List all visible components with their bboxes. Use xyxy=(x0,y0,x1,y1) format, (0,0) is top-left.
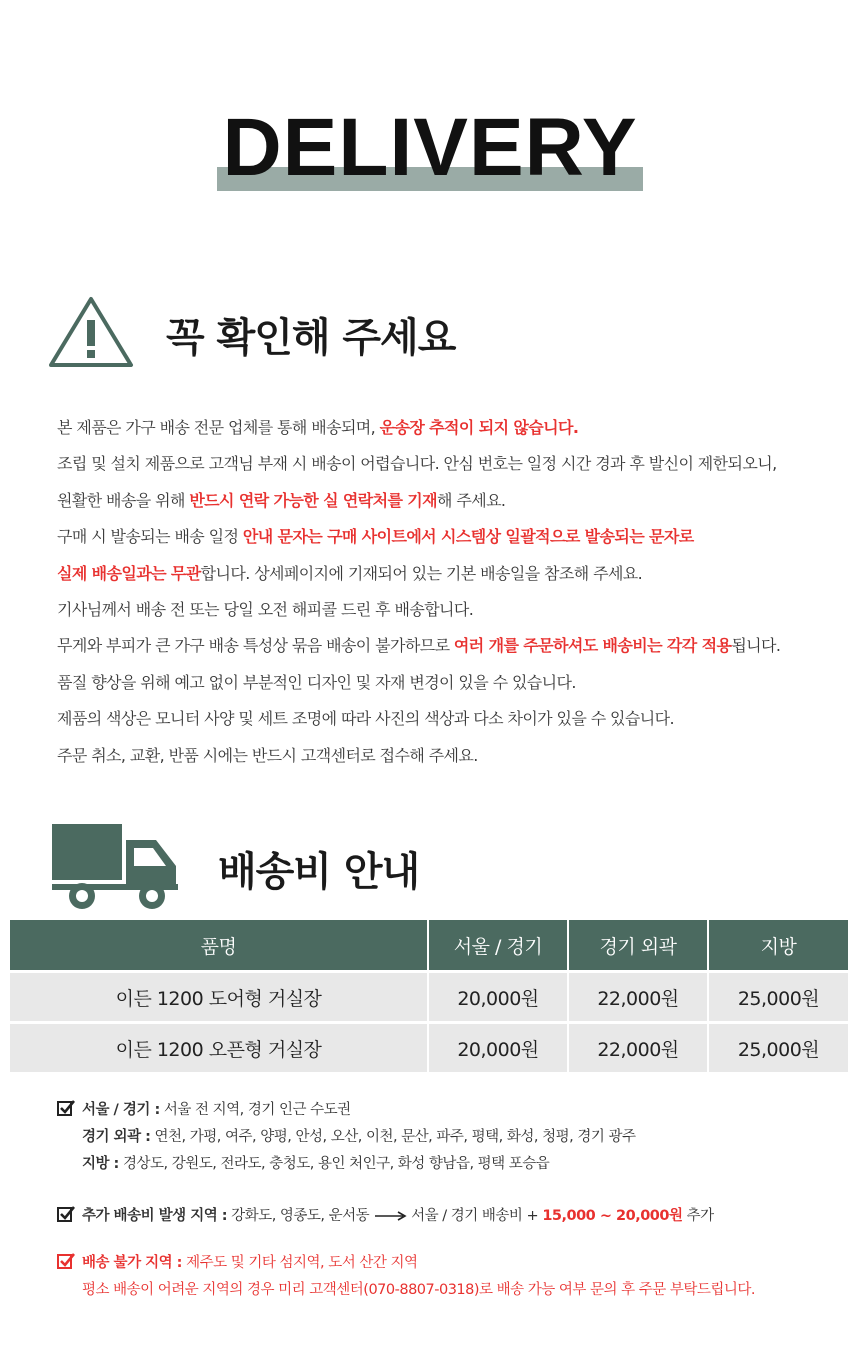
fee-cell: 20,000원 xyxy=(428,972,568,1023)
arrow-right-icon xyxy=(373,1211,407,1221)
notice-line: 무게와 부피가 큰 가구 배송 특성상 묶음 배송이 불가하므로 여러 개를 주문하셔도 배송비는 각각 적용됩니다. xyxy=(57,636,781,656)
product-name-cell: 이든 1200 도어형 거실장 xyxy=(10,972,428,1023)
column-header: 품명 xyxy=(10,920,428,972)
notice-line: 조립 및 설치 제품으로 고객님 부재 시 배송이 어렵습니다. 안심 번호는 일정 시간 경과 후 발신이 제한되오니, xyxy=(57,454,777,474)
column-header: 서울 / 경기 xyxy=(428,920,568,972)
note-local: 지방 : 경상도, 강원도, 전라도, 충청도, 용인 처인구, 화성 향남읍, 평택 포승읍 xyxy=(82,1156,550,1172)
fee-cell: 25,000원 xyxy=(708,972,848,1023)
notice-line: 품질 향상을 위해 예고 없이 부분적인 디자인 및 자재 변경이 있을 수 있습니다. xyxy=(57,672,576,692)
checkbox-checked-icon xyxy=(57,1099,75,1117)
notice-line: 실제 배송일과는 무관합니다. 상세페이지에 기재되어 있는 기본 배송일을 참조해 주세요. xyxy=(57,563,643,583)
note-extra: 추가 배송비 발생 지역 : 강화도, 영종도, 운서동 서울 / 경기 배송비 + 15,000 ~ 20,000원 추가 xyxy=(57,1203,847,1230)
column-header: 경기 외곽 xyxy=(568,920,708,972)
note-seoul: 서울 / 경기 : 서울 전 지역, 경기 인근 수도권 xyxy=(57,1097,847,1124)
table-row xyxy=(10,1023,848,1073)
table-header-row xyxy=(10,920,848,972)
note-unavailable: 배송 불가 지역 : 제주도 및 기타 섬지역, 도서 산간 지역 xyxy=(57,1250,847,1277)
checkbox-checked-icon xyxy=(57,1205,75,1223)
page-title: DELIVERY xyxy=(222,102,638,193)
truck-icon xyxy=(52,822,180,912)
note-outer: 경기 외곽 : 연천, 가평, 여주, 양평, 안성, 오산, 이천, 문산, 파주, 평택, 화성, 청평, 경기 광주 xyxy=(82,1129,636,1145)
extra-fee-note xyxy=(57,1203,847,1230)
checkbox-checked-icon xyxy=(57,1252,75,1270)
notice-line: 구매 시 발송되는 배송 일정 안내 문자는 구매 사이트에서 시스템상 일괄적으로 발송되는 문자로 xyxy=(57,527,694,547)
fee-cell: 25,000원 xyxy=(708,1023,848,1073)
column-header: 지방 xyxy=(708,920,848,972)
notice-line: 기사님께서 배송 전 또는 당일 오전 해피콜 드린 후 배송합니다. xyxy=(57,600,474,620)
shipping-fee-title: 배송비 안내 xyxy=(218,849,420,895)
notice-line: 원활한 배송을 위해 반드시 연락 가능한 실 연락처를 기재해 주세요. xyxy=(57,490,506,510)
unavailable-note xyxy=(57,1250,847,1304)
delivery-header xyxy=(0,100,860,200)
warning-triangle-icon xyxy=(48,296,134,368)
notice-list xyxy=(57,410,847,774)
table-row xyxy=(10,972,848,1023)
shipping-fee-table xyxy=(10,920,848,1072)
fee-cell: 22,000원 xyxy=(568,1023,708,1073)
fee-cell: 20,000원 xyxy=(428,1023,568,1073)
notice-title: 꼭 확인해 주세요 xyxy=(166,315,456,361)
notice-line: 제품의 색상은 모니터 사양 및 세트 조명에 따라 사진의 색상과 다소 차이가 있을 수 있습니다. xyxy=(57,709,674,729)
note-unavailable-detail: 평소 배송이 어려운 지역의 경우 미리 고객센터(070-8807-0318)로 배송 가능 여부 문의 후 주문 부탁드립니다. xyxy=(82,1282,756,1298)
notice-line: 본 제품은 가구 배송 전문 업체를 통해 배송되며, 운송장 추적이 되지 않습니다. xyxy=(57,418,579,437)
product-name-cell: 이든 1200 오픈형 거실장 xyxy=(10,1023,428,1073)
notice-line: 주문 취소, 교환, 반품 시에는 반드시 고객센터로 접수해 주세요. xyxy=(57,745,478,765)
region-notes xyxy=(57,1097,847,1178)
fee-cell: 22,000원 xyxy=(568,972,708,1023)
